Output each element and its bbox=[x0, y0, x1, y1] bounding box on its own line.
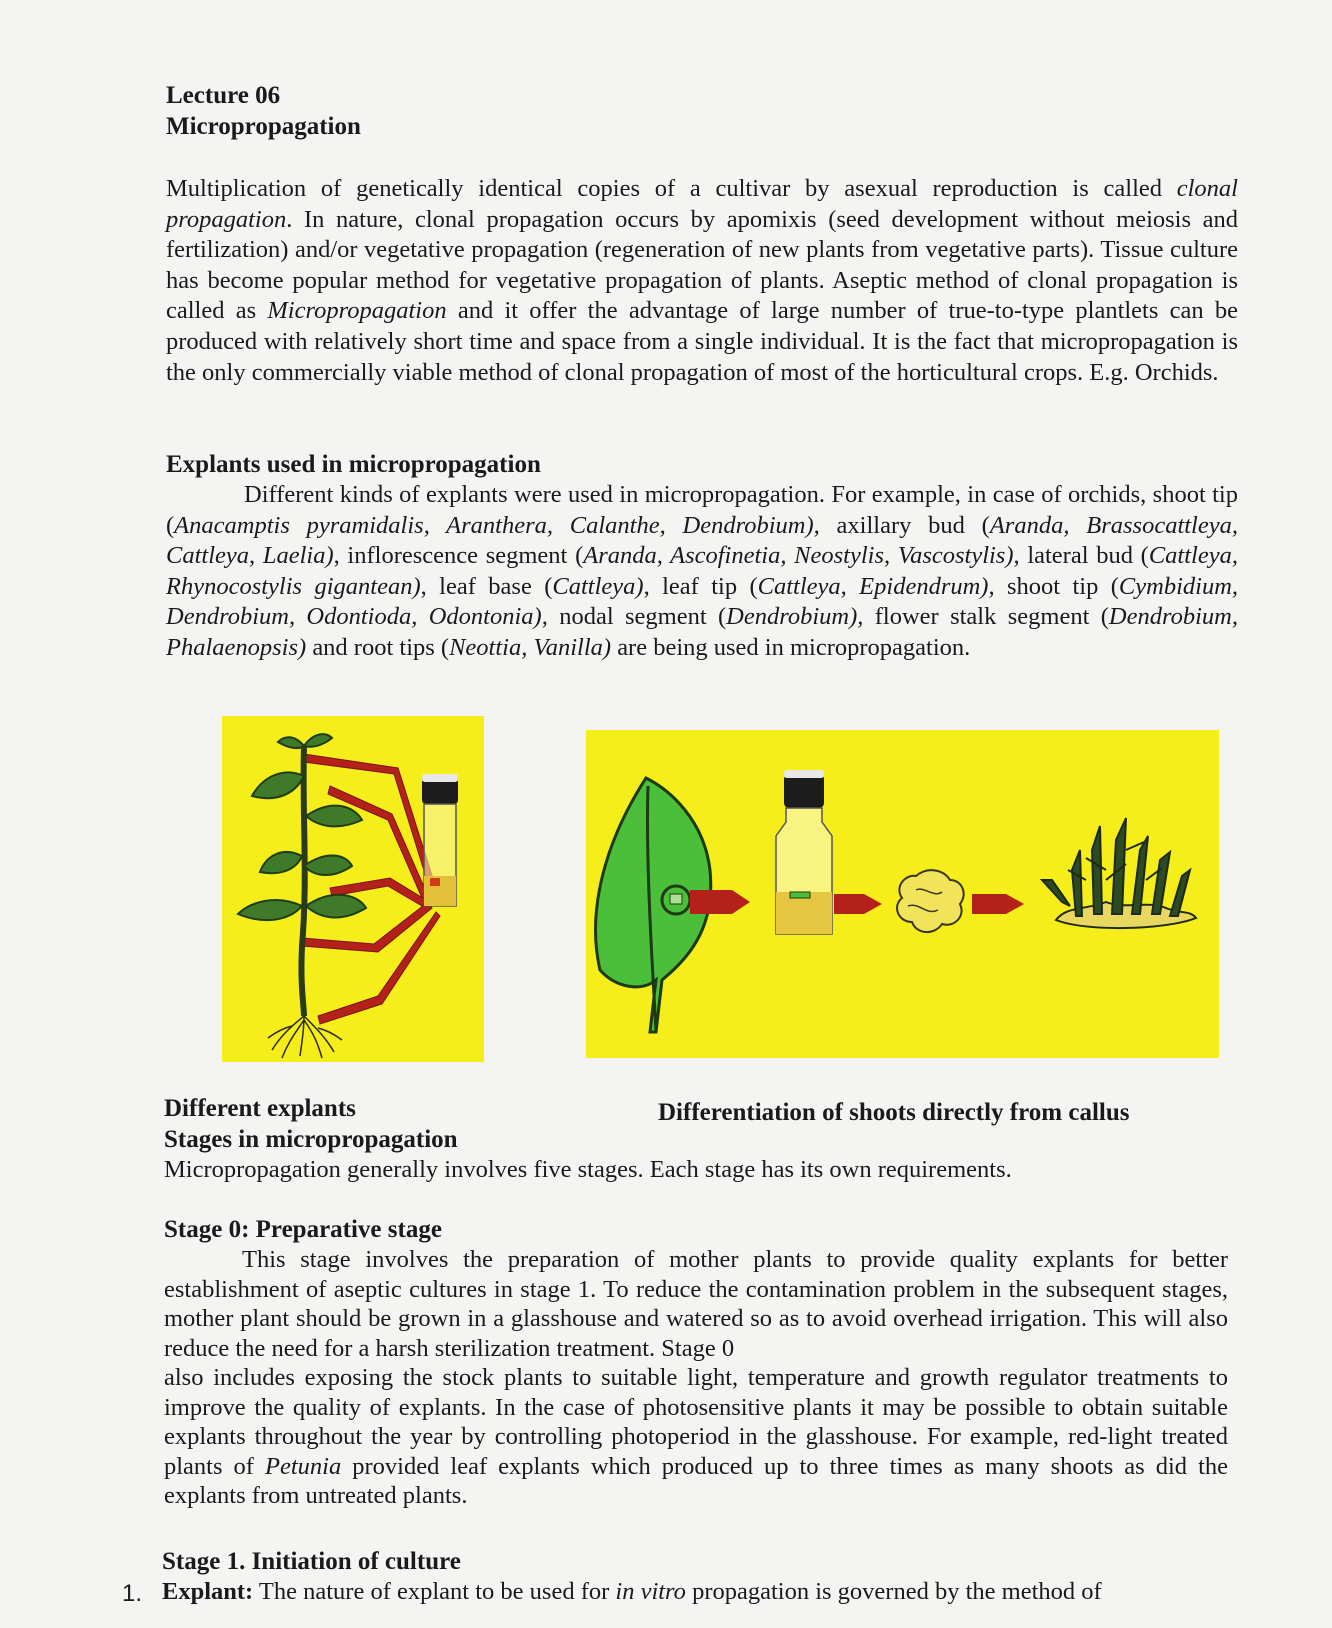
explants-section bbox=[166, 449, 1238, 664]
regenerated-shoots bbox=[1042, 818, 1196, 928]
lecture-number: Lecture 06 bbox=[166, 82, 281, 109]
stage0-heading: Stage 0: Preparative stage bbox=[164, 1216, 442, 1243]
stage0-section bbox=[164, 1214, 1228, 1511]
explants-heading: Explants used in micropropagation bbox=[166, 451, 541, 478]
figure-different-explants bbox=[222, 716, 484, 1062]
caption-different-explants: Different explants bbox=[164, 1095, 356, 1122]
figure-shoot-differentiation bbox=[586, 730, 1219, 1058]
explants-paragraph: Different kinds of explants were used in micropropagation. For example, in case of orchids, shoot tip (Anacamptis pyramidalis, Aranthera, Calanthe, Dendrobium), axillary bud (Aranda, Brassocattleya, Cattleya, Laelia), inflorescence segment (Aranda, Ascofinetia, Neostylis, Vascostylis), lateral bud (Cattleya, Rhynocostylis gigantean), leaf base (Cattleya), leaf tip (Cattleya, Epidendrum), shoot tip (Cymbidium, Dendrobium, Odontioda, Odontonia), nodal segment (Dendrobium), flower stalk segment (Dendrobium, Phalaenopsis) and root tips (Neottia, Vanilla) are being used in micropropagation. bbox=[166, 481, 1239, 661]
stage1-heading: Stage 1. Initiation of culture bbox=[162, 1548, 461, 1575]
callus-shoot-illustration bbox=[586, 730, 1219, 1058]
stage1-section bbox=[162, 1546, 1230, 1608]
stages-intro: Micropropagation generally involves five stages. Each stage has its own requirements. bbox=[164, 1156, 1012, 1183]
list-number: 1. bbox=[122, 1580, 143, 1607]
pointer-arrows bbox=[302, 754, 440, 1024]
stage1-item-1: Explant: The nature of explant to be used for in vitro propagation is governed by the method of bbox=[162, 1578, 1102, 1605]
lecture-title: Micropropagation bbox=[166, 113, 361, 140]
stage0-paragraph-a: This stage involves the preparation of mother plants to provide quality explants for better establishment of aseptic cultures in stage 1. To reduce the contamination problem in the subsequent stages, mother plant should be grown in a glasshouse and watered so as to avoid overhead irrigation. This will also reduce the need for a harsh sterilization treatment. Stage 0 bbox=[164, 1246, 1228, 1362]
process-arrows bbox=[690, 890, 1024, 914]
culture-bottle bbox=[776, 770, 832, 934]
lecture-header bbox=[166, 80, 1238, 142]
stage0-paragraph-b: also includes exposing the stock plants to suitable light, temperature and growth regulator treatments to improve the quality of explants. In the case of photosensitive plants it may be possible to obtain suitable explants throughout the year by controlling photoperiod in the glasshouse. For example, red-light treated plants of Petunia provided leaf explants which produced up to three times as many shoots as did the explants from untreated plants. bbox=[164, 1364, 1228, 1509]
caption-shoot-differentiation: Differentiation of shoots directly from callus bbox=[658, 1099, 1130, 1126]
stages-heading: Stages in micropropagation bbox=[164, 1126, 458, 1153]
plant-explants-illustration bbox=[222, 716, 484, 1062]
intro-paragraph: Multiplication of genetically identical copies of a cultivar by asexual reproduction is called clonal propagation. In nature, clonal propagation occurs by apomixis (seed development without meiosis and fertilization) and/or vegetative propagation (regeneration of new plants from vegetative parts). Tissue culture has become popular method for vegetative propagation of plants. Aseptic method of clonal propagation is called as Micropropagation and it offer the advantage of large number of true-to-type plantlets can be produced with relatively short time and space from a single individual. It is the fact that micropropagation is the only commercially viable method of clonal propagation of most of the horticultural crops. E.g. Orchids. bbox=[166, 175, 1238, 386]
plant-roots bbox=[268, 1016, 342, 1058]
callus bbox=[897, 870, 964, 932]
stages-section bbox=[164, 1124, 1240, 1186]
culture-vial bbox=[422, 774, 458, 906]
